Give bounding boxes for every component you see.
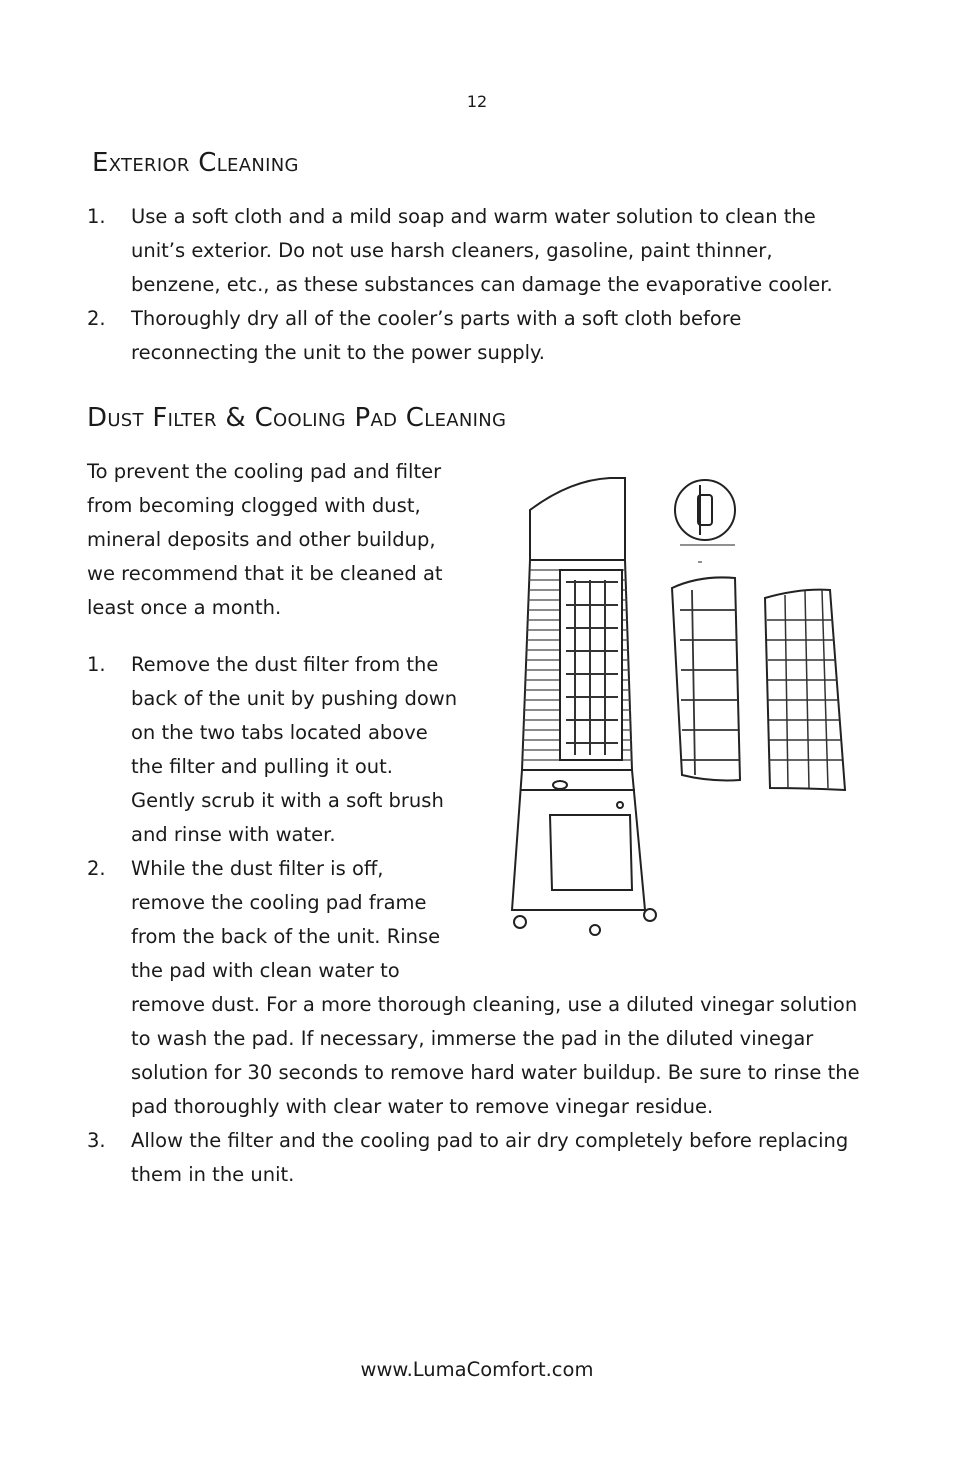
step-line: Thoroughly dry all of the cooler’s parts with a soft cloth before: [131, 307, 742, 330]
step-number: 2.: [87, 307, 106, 330]
step-line: back of the unit by pushing down: [131, 687, 458, 710]
step-line: While the dust filter is off,: [131, 857, 384, 880]
intro-line: mineral deposits and other buildup,: [87, 528, 436, 551]
tower-cooler-drawing: [512, 478, 656, 935]
cooling-pad-frame-drawing: [672, 577, 740, 780]
exterior-steps-list: [87, 200, 887, 370]
step-number: 3.: [87, 1129, 106, 1152]
step-line: Remove the dust filter from the: [131, 653, 439, 676]
step-line: solution for 30 seconds to remove hard water buildup. Be sure to rinse the: [131, 1061, 860, 1084]
step-line: Gently scrub it with a soft brush: [131, 789, 444, 812]
step-line: and rinse with water.: [131, 823, 336, 846]
intro-line: least once a month.: [87, 596, 282, 619]
dust-filter-heading: Dust Filter & Cooling Pad Cleaning: [87, 403, 507, 433]
step-number: 2.: [87, 857, 106, 880]
list-item: [87, 200, 887, 302]
intro-line: To prevent the cooling pad and filter: [87, 460, 442, 483]
step-line: on the two tabs located above: [131, 721, 428, 744]
step-line: Use a soft cloth and a mild soap and warm water solution to clean the: [131, 205, 816, 228]
intro-line: we recommend that it be cleaned at: [87, 562, 443, 585]
step-line: them in the unit.: [131, 1163, 295, 1186]
step-line: unit’s exterior. Do not use harsh cleaners, gasoline, paint thinner,: [131, 239, 773, 262]
step-number: 1.: [87, 653, 106, 676]
intro-line: from becoming clogged with dust,: [87, 494, 421, 517]
page-number: 12: [466, 92, 488, 111]
list-item: [87, 302, 887, 370]
step-line: pad thoroughly with clear water to remove vinegar residue.: [131, 1095, 714, 1118]
list-item: [87, 1124, 887, 1192]
exterior-cleaning-heading: Exterior Cleaning: [92, 148, 299, 178]
step-line: from the back of the unit. Rinse: [131, 925, 441, 948]
step-line: benzene, etc., as these substances can damage the evaporative cooler.: [131, 273, 833, 296]
step-line: remove the cooling pad frame: [131, 891, 427, 914]
cooler-illustration: [500, 470, 860, 950]
website-footer: www.LumaComfort.com: [360, 1358, 594, 1381]
tab-detail-drawing: [675, 480, 735, 562]
intro-paragraph: [87, 455, 487, 625]
step-line: remove dust. For a more thorough cleaning, use a diluted vinegar solution: [131, 993, 858, 1016]
step-line: to wash the pad. If necessary, immerse the pad in the diluted vinegar: [131, 1027, 814, 1050]
step-number: 1.: [87, 205, 106, 228]
step-line: the pad with clean water to: [131, 959, 400, 982]
step-line: the filter and pulling it out.: [131, 755, 393, 778]
dust-filter-drawing: [765, 590, 845, 790]
step-line: reconnecting the unit to the power supply.: [131, 341, 545, 364]
step-line: Allow the filter and the cooling pad to air dry completely before replacing: [131, 1129, 849, 1152]
